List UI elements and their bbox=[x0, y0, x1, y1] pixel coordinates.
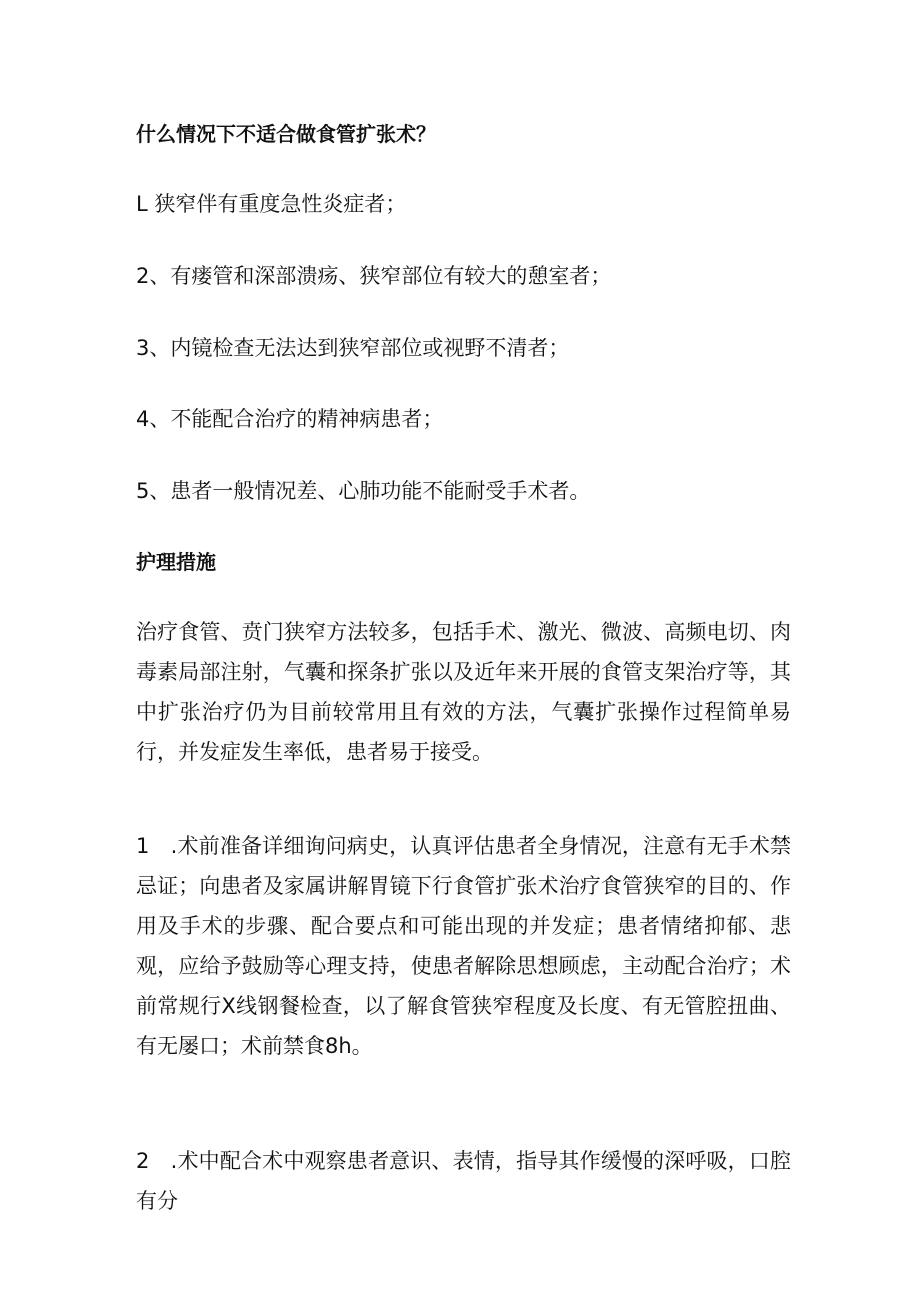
contraindications-heading: 什么情况下不适合做食管扩张术？ bbox=[136, 122, 436, 146]
nursing-measures-heading: 护理措施 bbox=[136, 550, 216, 574]
contraindication-item-1: L 狭窄伴有重度急性炎症者； bbox=[136, 192, 407, 216]
nursing-intro-paragraph: 治疗食管、贲门狭窄方法较多，包括手术、激光、微波、高频电切、肉毒素局部注射，气囊和探条扩张以及近年来开展的食管支架治疗等，其中扩张治疗仍为目前较常用且有效的方法，气囊扩张操作过程简单易行，并发症发生率低，患者易于接受。 bbox=[136, 620, 791, 764]
contraindication-item-5: 5、患者一般情况差、心肺功能不能耐受手术者。 bbox=[136, 479, 591, 503]
contraindication-item-2: 2、有瘘管和深部溃疡、狭窄部位有较大的憩室者； bbox=[136, 264, 612, 288]
nursing-step-2-paragraph: 2 .术中配合术中观察患者意识、表情，指导其作缓慢的深呼吸，口腔有分 bbox=[136, 1149, 791, 1213]
nursing-step-1-paragraph: 1 .术前准备详细询问病史，认真评估患者全身情况，注意有无手术禁忌证；向患者及家属讲解胃镜下行食管扩张术治疗食管狭窄的目的、作用及手术的步骤、配合要点和可能出现的并发症；患者情绪抑郁、悲观，应给予鼓励等心理支持，使患者解除思想顾虑，主动配合治疗；术前常规行X线钢餐检查，以了解食管狭窄程度及长度、有无管腔扭曲、有无屡口；术前禁食8h。 bbox=[136, 834, 791, 1058]
contraindication-item-4: 4、不能配合治疗的精神病患者； bbox=[136, 407, 444, 431]
contraindication-item-3: 3、内镜检查无法达到狭窄部位或视野不清者； bbox=[136, 336, 570, 360]
